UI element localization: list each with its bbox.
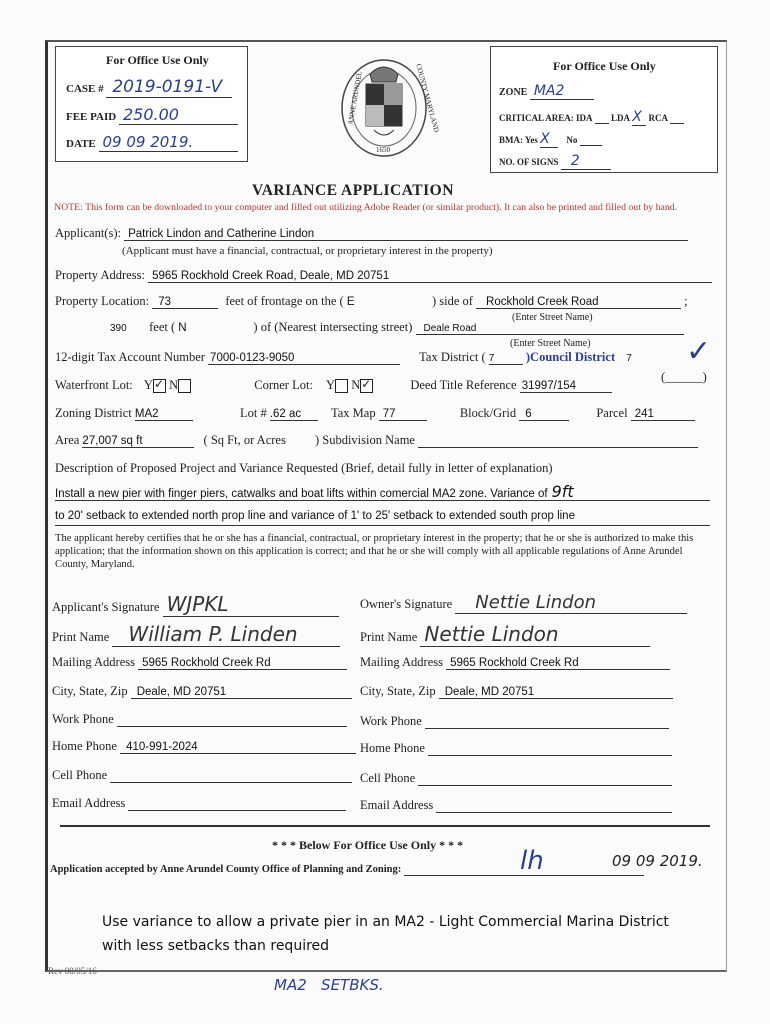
distance-field[interactable]: 390 bbox=[110, 323, 127, 334]
owner-work-field[interactable] bbox=[425, 716, 669, 729]
owner-mailing-field[interactable]: 5965 Rockhold Creek Rd bbox=[446, 657, 670, 670]
office-divider bbox=[60, 825, 710, 827]
seal-text-right: COUNTY MARYLAND bbox=[414, 62, 441, 134]
corner-label: Corner Lot: bbox=[254, 378, 313, 392]
office-use-left-box bbox=[55, 46, 248, 162]
subdivision-field[interactable] bbox=[418, 435, 698, 448]
applicant-cell-field[interactable] bbox=[110, 770, 352, 783]
zoning-label: Zoning District bbox=[55, 406, 132, 420]
date-value: 09 09 2019. bbox=[99, 133, 238, 152]
owner-email-field[interactable] bbox=[436, 800, 672, 813]
zone-label: ZONE bbox=[499, 87, 528, 98]
seal-year: 1650 bbox=[376, 146, 390, 154]
council-district-field[interactable]: 7 bbox=[626, 353, 632, 364]
tax-account-field[interactable]: 7000-0123-9050 bbox=[208, 352, 400, 365]
corner-yes-checkbox[interactable] bbox=[335, 379, 348, 393]
owner-print-label: Print Name bbox=[360, 630, 418, 644]
council-paren: (______) bbox=[661, 370, 707, 384]
side-label: ) side of bbox=[431, 294, 473, 308]
footer-handwritten: MA2 SETBKS. bbox=[274, 976, 384, 994]
lda-label: LDA bbox=[611, 113, 631, 123]
case-number: 2019-0191-V bbox=[106, 77, 232, 98]
summary-line-2: with less setbacks than required bbox=[102, 938, 330, 954]
property-location-label: Property Location: bbox=[55, 294, 150, 308]
description-label: Description of Proposed Project and Variance Requested (Brief, detail fully in letter of explanation) bbox=[55, 461, 553, 475]
applicant-email-label: Email Address bbox=[52, 796, 126, 810]
corner-y-label: Y bbox=[326, 378, 336, 392]
applicant-city-label: City, State, Zip bbox=[52, 684, 128, 698]
block-label: Block/Grid bbox=[459, 406, 517, 420]
owner-signature-label: Owner's Signature bbox=[360, 597, 453, 611]
check-mark-icon: ✓ bbox=[686, 334, 712, 369]
applicant-mailing-label: Mailing Address bbox=[52, 655, 135, 669]
bma-no-label: No bbox=[566, 135, 578, 145]
signs-label: NO. OF SIGNS bbox=[499, 157, 559, 167]
owner-email-label: Email Address bbox=[360, 798, 434, 812]
county-seal bbox=[338, 50, 441, 160]
fee-label: FEE PAID bbox=[66, 111, 117, 123]
corner-no-checkbox[interactable] bbox=[360, 379, 373, 393]
council-district-label: )Council District bbox=[525, 350, 616, 364]
applicant-city-field[interactable]: Deale, MD 20751 bbox=[131, 686, 352, 699]
signs-value: 2 bbox=[561, 153, 611, 170]
description-underline-2 bbox=[55, 525, 710, 526]
owner-cell-field[interactable] bbox=[418, 773, 672, 786]
office-use-right-box bbox=[490, 46, 718, 173]
lot-label: Lot # bbox=[239, 406, 267, 420]
owner-home-field[interactable] bbox=[428, 743, 672, 756]
accepted-initials: lh bbox=[520, 846, 544, 876]
area-label: Area bbox=[55, 433, 80, 447]
street-hint: (Enter Street Name) bbox=[512, 312, 593, 323]
applicant-print-name[interactable]: William P. Linden bbox=[112, 622, 340, 647]
frontage-label: feet of frontage on the ( bbox=[225, 294, 344, 308]
subdivision-label: ) Subdivision Name bbox=[314, 433, 415, 447]
tax-district-label: Tax District ( bbox=[419, 350, 486, 364]
applicant-signature-label: Applicant's Signature bbox=[52, 600, 160, 614]
frontage-field[interactable]: 73 bbox=[152, 296, 218, 309]
owner-home-label: Home Phone bbox=[360, 741, 425, 755]
waterfront-yes-checkbox[interactable] bbox=[153, 379, 166, 393]
owner-cell-label: Cell Phone bbox=[360, 771, 416, 785]
applicant-home-label: Home Phone bbox=[52, 739, 117, 753]
form-frame bbox=[45, 40, 727, 972]
owner-print-name[interactable]: Nettie Lindon bbox=[420, 622, 650, 647]
rca-label: RCA bbox=[648, 113, 669, 123]
block-field[interactable]: 6 bbox=[519, 408, 569, 421]
applicant-mailing-field[interactable]: 5965 Rockhold Creek Rd bbox=[138, 657, 347, 670]
owner-work-label: Work Phone bbox=[360, 714, 422, 728]
fee-paid-value: 250.00 bbox=[119, 105, 238, 125]
bma-yes-mark: X bbox=[540, 131, 558, 148]
critical-area-label: CRITICAL AREA: IDA bbox=[499, 113, 593, 123]
applicant-signature[interactable]: WJPKL bbox=[163, 592, 339, 617]
description-line-1[interactable]: Install a new pier with finger piers, catwalks and boat lifts within comercial MA2 zone. Variance of bbox=[55, 488, 548, 500]
form-title: VARIANCE APPLICATION bbox=[252, 182, 454, 199]
applicant-print-label: Print Name bbox=[52, 630, 110, 644]
waterfront-no-checkbox[interactable] bbox=[178, 379, 191, 393]
tax-account-label: 12-digit Tax Account Number bbox=[55, 350, 205, 364]
applicant-label: Applicant(s): bbox=[55, 226, 121, 240]
parcel-label: Parcel bbox=[596, 406, 628, 420]
waterfront-n-label: N bbox=[169, 378, 179, 392]
owner-mailing-label: Mailing Address bbox=[360, 655, 443, 669]
deed-field[interactable]: 31997/154 bbox=[520, 380, 612, 393]
area-units-label: ( Sq Ft, or Acres bbox=[203, 433, 286, 447]
accepted-date: 09 09 2019. bbox=[612, 852, 703, 870]
form-note: NOTE: This form can be downloaded to your computer and filled out utilizing Adobe Reader (or similar product). It can also be printed and filled out by hand. bbox=[54, 202, 678, 213]
feet-label: feet ( bbox=[149, 320, 176, 334]
tax-map-field[interactable]: 77 bbox=[379, 408, 427, 421]
street-field[interactable]: Rockhold Creek Road bbox=[476, 296, 681, 309]
owner-city-label: City, State, Zip bbox=[360, 684, 436, 698]
owner-signature[interactable]: Nettie Lindon bbox=[455, 592, 687, 614]
direction-field[interactable]: N bbox=[178, 322, 187, 334]
applicant-work-field[interactable] bbox=[117, 714, 347, 727]
applicant-home-field[interactable]: 410-991-2024 bbox=[120, 741, 356, 754]
applicant-hint: (Applicant must have a financial, contractual, or proprietary interest in the property) bbox=[122, 245, 493, 257]
office-right-title: For Office Use Only bbox=[553, 59, 656, 73]
applicant-cell-label: Cell Phone bbox=[52, 768, 108, 782]
deed-label: Deed Title Reference bbox=[410, 378, 517, 392]
bma-label: BMA: Yes bbox=[499, 135, 538, 145]
office-left-title: For Office Use Only bbox=[106, 53, 209, 67]
accepted-label: Application accepted by Anne Arundel County Office of Planning and Zoning: bbox=[50, 864, 402, 875]
applicant-field[interactable]: Patrick Lindon and Catherine Lindon bbox=[124, 228, 688, 241]
applicant-email-field[interactable] bbox=[128, 798, 346, 811]
nearest-label: ) of (Nearest intersecting street) bbox=[253, 320, 413, 334]
zone-value: MA2 bbox=[530, 83, 594, 100]
certification-text: The applicant hereby certifies that he or she has a financial, contractual, or proprietary interest in the property; that he or she is authorized to make this application; that the information shown on this application is correct; and that he or she will comply with all applicable regulations of Anne Arundel County, Maryland. bbox=[55, 533, 694, 570]
office-bottom-heading: * * * Below For Office Use Only * * * bbox=[272, 838, 464, 852]
waterfront-y-label: Y bbox=[143, 378, 153, 392]
applicant-work-label: Work Phone bbox=[52, 712, 114, 726]
side-field[interactable]: E bbox=[346, 296, 355, 308]
description-hand-value: 9ft bbox=[551, 482, 574, 501]
area-field[interactable]: 27,007 sq ft bbox=[82, 435, 194, 448]
waterfront-label: Waterfront Lot: bbox=[55, 378, 133, 392]
nearest-hint: (Enter Street Name) bbox=[510, 338, 591, 349]
zoning-field[interactable]: MA2 bbox=[135, 408, 193, 421]
owner-city-field[interactable]: Deale, MD 20751 bbox=[439, 686, 673, 699]
property-address-field[interactable]: 5965 Rockhold Creek Road, Deale, MD 20751 bbox=[148, 270, 712, 283]
parcel-field[interactable]: 241 bbox=[631, 408, 695, 421]
lda-mark: X bbox=[632, 109, 646, 126]
seal-text-left: ANNE ARUNDEL bbox=[346, 70, 364, 126]
corner-n-label: N bbox=[351, 378, 361, 392]
description-underline-1 bbox=[55, 500, 710, 501]
tax-district-field[interactable]: 7 bbox=[489, 353, 523, 365]
nearest-street-field[interactable]: Deale Road bbox=[416, 323, 684, 335]
summary-line-1: Use variance to allow a private pier in an MA2 - Light Commercial Marina District bbox=[102, 914, 669, 930]
case-label: CASE # bbox=[66, 83, 104, 95]
tax-map-label: Tax Map bbox=[330, 406, 376, 420]
date-label: DATE bbox=[66, 138, 96, 150]
revision-label: Rev 08/05/16 bbox=[48, 966, 97, 976]
lot-field[interactable]: .62 ac bbox=[270, 408, 318, 421]
property-address-label: Property Address: bbox=[55, 268, 145, 282]
description-line-2[interactable]: to 20' setback to extended north prop line and variance of 1' to 25' setback to extended south prop line bbox=[55, 510, 575, 522]
